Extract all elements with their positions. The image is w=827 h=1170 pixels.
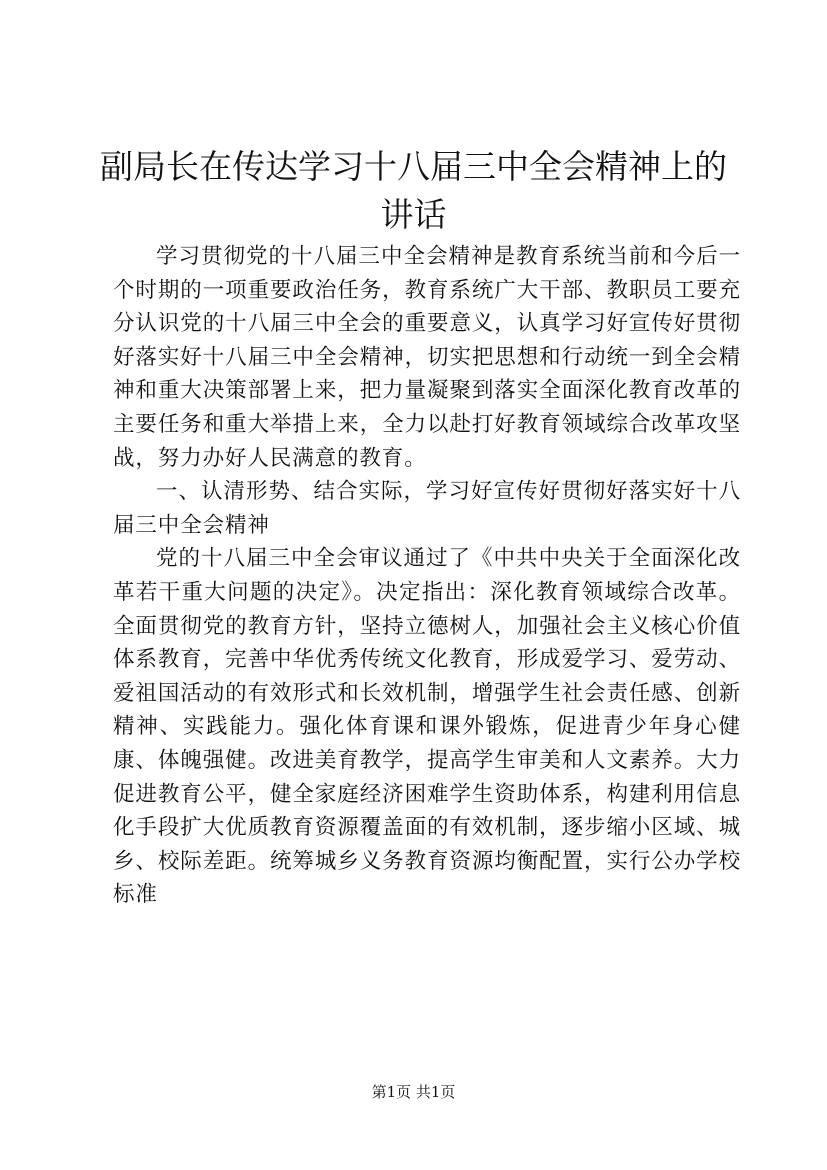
page-footer: 第1页 共1页: [371, 1083, 456, 1101]
document-body: [113, 240, 741, 912]
paragraph-decision: 党的十八届三中全会审议通过了《中共中央关于全面深化改革若干重大问题的决定》。决定指出：深化教育领域综合改革。全面贯彻党的教育方针，坚持立德树人，加强社会主义核心价值体系教育，完善中华优秀传统文化教育，形成爱学习、爱劳动、爱祖国活动的有效形式和长效机制，增强学生社会责任感、创新精神、实践能力。强化体育课和课外锻炼，促进青少年身心健康、体魄强健。改进美育教学，提高学生审美和人文素养。大力促进教育公平，健全家庭经济困难学生资助体系，构建利用信息化手段扩大优质教育资源覆盖面的有效机制，逐步缩小区域、城乡、校际差距。统筹城乡义务教育资源均衡配置，实行公办学校标准: [113, 546, 741, 908]
paragraph-section-heading: 一、认清形势、结合实际，学习好宣传好贯彻好落实好十八届三中全会精神: [113, 479, 741, 538]
paragraph-intro: 学习贯彻党的十八届三中全会精神是教育系统当前和今后一个时期的一项重要政治任务，教育系统广大干部、教职员工要充分认识党的十八届三中全会的重要意义，认真学习好宣传好贯彻好落实好十八届三中全会精神，切实把思想和行动统一到全会精神和重大决策部署上来，把力量凝聚到落实全面深化教育改革的主要任务和重大举措上来，全力以赴打好教育领域综合改革攻坚战，努力办好人民满意的教育。: [113, 244, 741, 471]
document-title: 副局长在传达学习十八届三中全会精神上的讲话: [100, 147, 727, 234]
